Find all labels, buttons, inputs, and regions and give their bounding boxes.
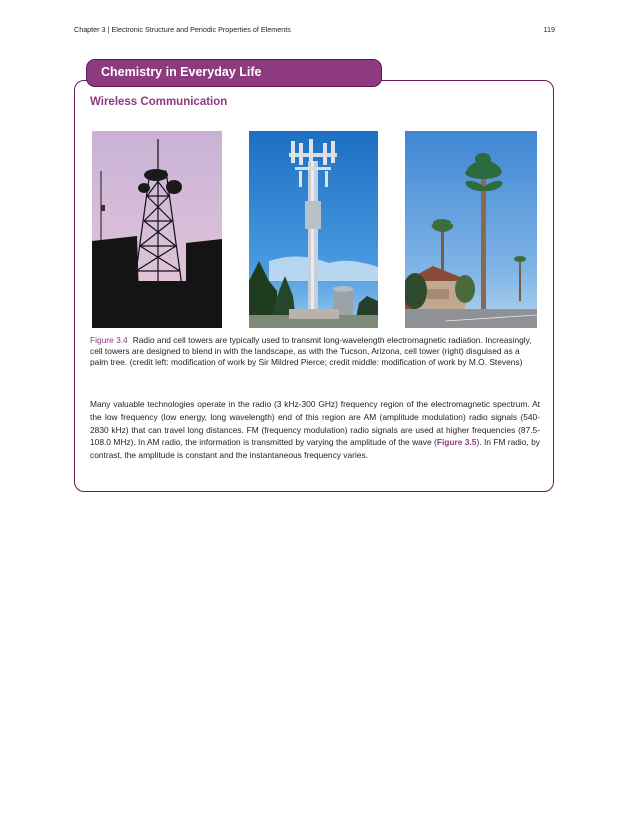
- feature-subheading: Wireless Communication: [90, 96, 228, 108]
- figure-label: Figure 3.4: [90, 335, 128, 345]
- body-text-part2: ). In FM radio, by contrast, the amplitude is constant and the instantaneous frequency varies.: [90, 437, 540, 461]
- feature-tab-title: Chemistry in Everyday Life: [86, 59, 382, 87]
- chapter-title: Chapter 3 | Electronic Structure and Periodic Properties of Elements: [74, 25, 291, 34]
- page-header: [74, 25, 555, 37]
- body-text-part1: Many valuable technologies operate in the radio (3 kHz-300 GHz) frequency region of the electromagnetic spectrum. At the low frequency (low energy, long wavelength) end of this region are AM (amplitude modulation) radio signals (540-2830 kHz) that can travel long distances. FM (frequency modulation) radio signals are used at higher frequencies (87.5-108.0 MHz). In AM radio, the information is transmitted by varying the amplitude of the wave (: [90, 399, 540, 448]
- figure-caption-text: Radio and cell towers are typically used to transmit long-wavelength electromagnetic radiation. Increasingly, cell towers are designed to blend in with the landscape, as with the Tucson, Arizona, cell tower (right) disguised as a palm tree. (credit left: modification of work by Sir Mildred Pierce; credit middle: modification of work by M.O. Stevens): [90, 335, 532, 367]
- photo-cell-tower: [249, 131, 378, 328]
- photo-radio-tower: [92, 131, 222, 328]
- figure-reference-link[interactable]: Figure 3.5: [436, 437, 477, 448]
- photo-palm-tower: [405, 131, 537, 328]
- page-number: 119: [543, 25, 555, 34]
- body-paragraph: [90, 398, 540, 462]
- figure-caption: [90, 335, 540, 368]
